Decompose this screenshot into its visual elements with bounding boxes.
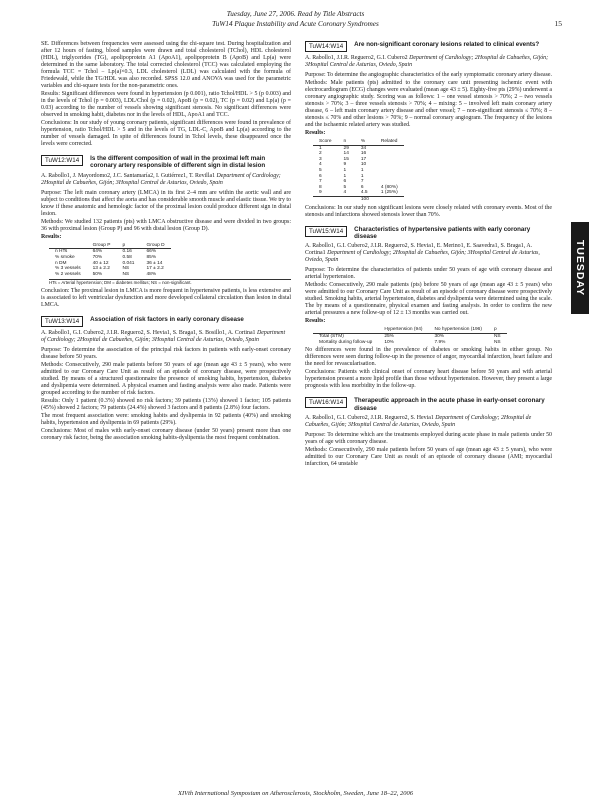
abstract-authors [305,415,552,429]
table-cell: 16 [360,151,367,157]
table-cell: 17 [360,156,367,162]
table-row [49,266,171,272]
abstract-code: TuW13:W14 [41,316,83,327]
table-cell: 0.041 [122,260,135,266]
abstract-purpose: Purpose: To determine the angiographic characteristics of the early symptomatic coronary artery disease. [305,72,552,78]
page-number: 15 [554,19,562,28]
running-header: Tuesday, June 27, 2006. Read by Title Abstracts [226,10,365,18]
table-cell: 4 [343,190,347,196]
day-tab [571,222,589,314]
table-cell: % 2 vessels [55,271,81,277]
table-cell: NS [493,333,501,339]
author-list: A. Rabollo1, G.I. Cubero2, J.I.R. Reguero2, S. Hevia1, E. Merino1, E. Saavedra1, S. Braga1, A. Cortina1 [305,243,533,257]
abstract-code: TuW16:W14 [305,397,347,408]
table-cell: 40 ± 12 [92,260,109,266]
table-cell: 64% [92,249,103,255]
table-row [313,340,507,346]
table-cell: 50% [92,271,103,277]
affiliation: Department of Cardiology; 2Hospital de Cabueñes, Gijón; 3Hospital Central de Asturias, Oviedo, Spain [41,330,286,344]
table-cell: 100 [360,196,369,202]
author-list: A. Rabollo1, G.I. Cubero2, J.I.R. Reguero2, S. Hevia1 [305,414,434,421]
abstract-tuw12 [41,155,291,309]
table-cell: 4 [319,162,322,168]
table-header: Group P [87,243,117,249]
table-cell: 6 [343,179,347,185]
author-list: A. Rabollo1, G.I. Cubero2, J.I.R. Reguero2, S. Hevia1, S. Braga1, S. Bosillo1, A. Cortina1 [41,330,256,337]
table-cell: 1 [360,167,364,173]
table-cell: 85% [146,255,157,260]
results-table [313,139,404,203]
abstract-tuw15 [305,226,552,391]
abstract-purpose: Purpose: To determine the characteristics of patients under 50 years of age with coronary disease and arterial hypertension. [305,267,552,281]
abstract-conclusion: Conclusions: In our study non significant lesions were closely related with coronary events. Most of the stenosis and infarctions showed stenosis lower than 70%. [305,204,552,218]
abstract-tuw16 [305,397,552,468]
abstract-text: No differences were found in the prevalence of diabetes or smoking habits in either group. No differences were seen during follow-up in the presence of angor, myocardial infarction, heart failure and the need for revascularisation. [305,347,552,368]
abstract-results-2: The most frequent association were: smoking habits and dyslipemia in 92 patients (40%) and smoking habits, hypertension and dyslipemia in 69 patients (29%). [41,413,291,427]
table-cell: 2 [319,151,322,157]
affiliation: Department of Cardiology; 2Hospital de Cabueñes, Gijón; 3Hospital Central de Asturias, Oviedo, Spain [305,55,549,68]
table-cell: % 3 vessels [55,266,81,272]
abstract-code: TuW12:W14 [41,155,83,166]
table-cell: 48% [146,271,157,277]
table-cell: NS [122,271,130,277]
abstract-authors [41,173,291,187]
table-cell: 1 [360,173,364,179]
abstract-purpose: Purpose: To determine which are the treatments employed during acute phase in male patients under 50 years of age with coronary disease. [305,431,552,445]
table-header: Hypertension (94) [378,327,428,333]
abstract-tuw13 [41,316,291,442]
abstract-conclusion: Conclusion: The proximal lesion in LMCA is more frequent in hypertensive patients, is less extensive and is associated to left ventricular dysfunction and more developed collateral circulation than lesion in distal LMCA. [41,288,291,309]
abstract-purpose: Purpose: The left main coronary artery (LMCA) in its first 2–4 mm are within the aortic wall and are subject to conditions that affect the aorta and has considerable smooth muscle and elastic tissue. We try to know if these anatomic and hemologic factor of the proximal lesion could produce different sign in distal lesion. [41,189,291,217]
table-cell: 10 [360,162,367,168]
table-cell: % smoke [55,255,75,260]
abstract-title: Therapeutic approach in the acute phase in early-onset coronary disease [354,397,545,412]
table-cell: 66% [146,249,157,255]
abstract-methods: Methods: Consecutively, 290 male patients (pts) before 50 years of age (mean age 43 ± 5 years) who were admitted to our Coronary Care Unit as result of an episode of coronary disease were prospectively studied. Smoking habits, arterial hypertension, diabetes and dyslipemia were determined using the scale. The by means of a questionnaire, physical examen and fasting analysis. In order to confirm the new arterial pressures a new follow-up of 12 ± 13 months was carried out. [305,282,552,317]
table-cell: 34 [360,145,367,151]
table-row [313,196,404,202]
table-header: Group D [140,243,170,249]
abstract-header [305,226,552,241]
table-cell: 17 ± 2.2 [146,266,164,272]
table-cell: 9 [343,162,347,168]
table-cell: 1 (25%) [380,190,398,196]
table-header: Related [375,139,404,145]
table-cell: 6 [319,173,322,179]
table-cell: n HTs [55,249,68,255]
results-label: Results: [305,318,326,325]
abstract-methods: Methods: Male patients (pts) admitted to the coronary care unit presenting ischemic event with electrocardiogram (ECG) changes were evaluated (mean age 43 ± 5). Eighty-five pts (29%) underwent a coronary angiographic study. Scoring was as follows: 1 – one vessel stenosis > 70%; 2 – two vessels stenosis > 70%; 3 – three vessels stenosis > 70%; 4 – mixing: 5 – involved left main coronary artery disease, 6 – left main coronary artery disease and other vessel; 7 – non-significant stenosis ≤ 70%; 8 – stenosis ≤ 70% and other lesions > 70%; 9 – normal coronary angiogram. The frequency of the lesions and the ischaemic related artery was studied. [305,80,552,128]
day-tab-label: TUESDAY [574,239,586,297]
intro-conclusions: Conclusions: In our study of young coronary patients, significant differences were found in prevalence of hypertension, ratio Tchol/HDL > 5 and in the levels of TG, LDL-C, ApoB and Lp(a) according to the number of vessels damaged. In spite of differences found in Tchol levels, these disappeared once the levels were corrected. [41,120,291,147]
right-column [305,41,552,469]
table-row [49,272,171,278]
abstract-methods: Methods: We studied 132 patients (pts) with LMCA obstructive disease and were divided in two groups: 36 with proximal lesion (Group P) and 96 with distal lesion (Group D). [41,218,291,232]
results-table [313,327,507,345]
table-cell: 7 [360,179,364,185]
table-header: % [355,139,375,145]
affiliation: Department of Cardiology; 2Hospital de Cabueñes, Gijón; 3Hospital Central de Asturias, Oviedo, Spain [41,172,281,186]
table-note: HTs = Arterial hypertension; DM = diabetes mellitus; NS = non-significant. [49,279,291,285]
session-header: TuW14 Plaque Instability and Acute Coronary Syndromes [212,20,379,28]
table-header: p [488,327,507,333]
table-cell [338,196,355,202]
table-cell: 9 [319,190,322,196]
abstract-title: Association of risk factors in early coronary disease [90,316,244,324]
table-cell [313,196,338,202]
results-table [49,243,171,278]
intro-results: Results: Significant differences were found in hypertension (p 0.001), ratio Tchol/HDL > 5 (p 0.003) and in the levels of Tchol (p = 0.003), LDL/Chol (p = 0.02), ApoB (p = 0.02), TC (p = 0.02) and Lp(a) (p = 0.03) according to the number of vessels showing significant stenosis. No significant differences were observed in smoking habit, diabetes nor in the levels of HDL, ApoA1 and TCC. [41,91,291,118]
table-cell: NS [493,339,501,345]
table-cell: 1 [343,167,347,173]
table-cell: 4.5 [360,190,368,196]
page-footer: XIVth International Symposium on Atherosclerosis, Stockholm, Sweden, June 18–22, 2006 [178,790,413,797]
results-label: Results: [305,130,326,136]
abstract-title: Is the different composition of wall in the proximal left main coronary artery responsible of different sign in distal lesion [90,155,266,170]
table-cell: 10% [384,339,394,345]
table-cell: 14 [343,151,349,157]
table-cell [375,196,404,202]
abstract-header [41,155,291,170]
abstract-tuw14 [305,41,552,219]
table-cell: Total (STM) [319,333,344,339]
table-cell: n DM [55,260,67,266]
table-cell: 0.58 [122,255,132,260]
table-cell: 6 [360,184,364,190]
table-header: p [116,243,140,249]
abstract-conclusion: Conclusions: Patients with clinical onset of coronary heart disease before 50 years and with arterial hypertension present a more lipid profile than those without hypertension. However, they present a large prognosis with less morbidity in the follow-up. [305,369,552,390]
table-cell: 30% [434,333,445,339]
table-cell: 3 [319,156,322,162]
table-cell: 0.16 [122,249,132,255]
table-cell: 5 [343,184,347,190]
table-cell: 7.9% [434,339,446,345]
table-cell: NS [122,266,130,272]
abstract-code: TuW14:W14 [305,41,347,52]
author-list: A. Rabollo1, J.I.R. Reguero2, G.I. Cubero2 [305,55,408,61]
abstract-title: Characteristics of hypertensive patients with early coronary disease [354,225,531,240]
abstract-methods: Methods: Consecutively, 290 male patients before 50 years of age (mean age 43 ± 5 years), who were admitted to our Coronary Care Unit as result of an episode of coronary disease (AMI; myocardial infarction, 64 unstable [305,446,552,467]
table-cell: 4 (80%) [380,184,398,190]
table-header: n [338,139,355,145]
table-cell: 25% [384,333,394,339]
table-cell: 1 [343,173,347,179]
abstract-header [305,41,552,52]
abstract-header [305,397,552,412]
results-label: Results: [41,233,62,240]
table-header: Score [313,139,338,145]
affiliation: Department of Cardiology; 2Hospital de Cabueñes, Gijón; 3Hospital Central de Asturias, Oviedo, Spain [305,414,532,428]
abstract-header [41,316,291,327]
abstract-methods: Methods: Consecutively, 290 male patients before 50 years of age (mean age 43 ± 5 years), who were admitted to our Coronary Care Unit as result of an episode of coronary disease, were prospectively studied. By means of a structured questionnaire the presence of smoking habits, hypertension, diabetes and dyslipemia were determined. A physical examen and fasting analysis were also made. Patients were grouped according to the number of risk factors. [41,362,291,397]
abstract-results: Results: Only 1 patient (0.3%) showed no risk factors; 39 patients (13%) showed 1 factor; 105 patients (45%) showed 2 factors; 79 patients (24.4%) showed 3 factors and 8 patients (2.8%) four factors. [41,398,291,412]
affiliation: Department of Cardiology; 2Hospital de Cabueñes, Gijón; 3Hospital Central de Asturias, Oviedo, Spain [305,250,540,264]
table-cell: 36 ± 14 [146,260,163,266]
intro-paragraph: SE. Differences between frequencies were assessed using the chi-square test. During hospitalization and after 12 hours of fasting, blood samples were drawn and total cholesterol (TChol), HDL cholesterol (HDL), triglycerides (TG), apolipoprotein A1 (ApoA1), apolipoprotein B (ApoB) and Lp(a) were determined in the same laboratory. The total corrected cholesterol (TCC) was calculated employing the formula TCC = Tchol − Lp(a)×0.3, LDL cholesterol (LDL) was calculated with the formula of Friedewald, while the TG/HDL was also recorded. SPSS 12.0 and ANOVA was used for the parametric variables and chi-square tests for the non-parametric ones. [41,41,291,89]
abstract-authors [41,330,291,344]
author-list: A. Rabollo1, J. Mayordomo2, J.C. Santamaría2, I. Gutiérrez1, T. Revilla1 [41,172,216,179]
table-cell: 7 [319,179,322,185]
abstract-title: Are non-significant coronary lesions related to clinical events? [354,41,540,48]
table-cell: Mortality during follow-up [319,339,373,345]
abstract-conclusion: Conclusions: Most of males with early-onset coronary disease (under 50 years) present more than one coronary risk factor, being the association smoking habits-dyslipemia the most frequent combination. [41,428,291,442]
table-cell: 1 [319,145,322,151]
left-column [41,41,291,443]
table-cell: 8 [319,184,322,190]
table-cell: 5 [319,167,322,173]
table-cell: 13 ± 2.2 [92,266,110,272]
abstract-authors [305,55,552,69]
table-cell: 29 [343,145,349,151]
table-header: No hypertension (196) [428,327,487,333]
abstract-authors [305,243,552,264]
abstract-code: TuW15:W14 [305,226,347,237]
abstract-purpose: Purpose: To determine the association of the principal risk factors in patients with early-onset coronary disease before 50 years. [41,347,291,361]
table-cell: 70% [92,255,103,260]
table-cell: 15 [343,156,349,162]
